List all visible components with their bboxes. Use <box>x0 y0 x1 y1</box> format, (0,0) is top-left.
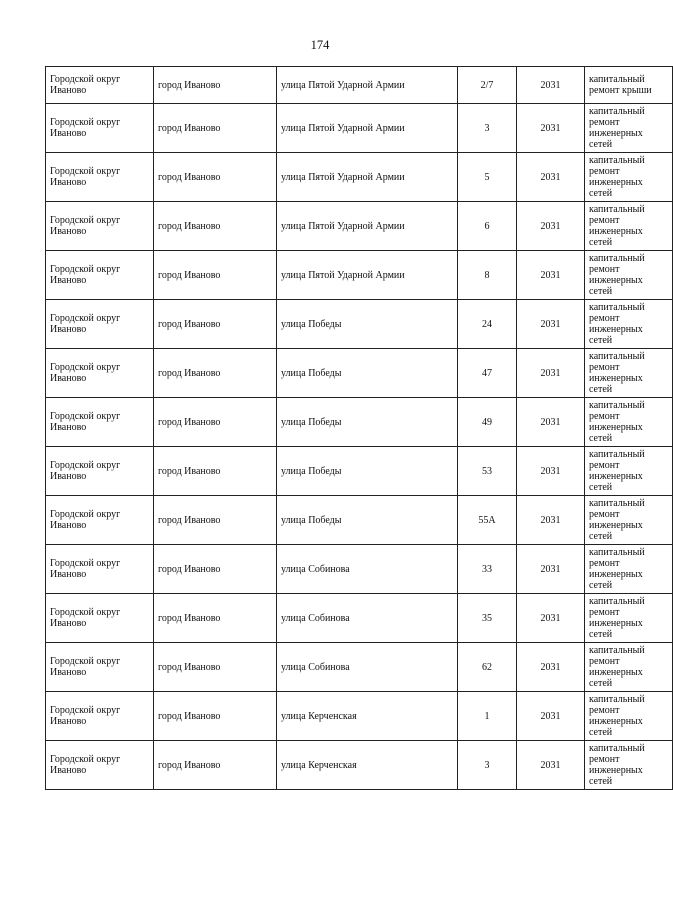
street-cell: улица Собинова <box>277 643 458 692</box>
work-type-cell: капитальный ремонт инженерных сетей <box>585 349 673 398</box>
year-cell: 2031 <box>517 594 585 643</box>
city-cell: город Иваново <box>154 741 277 790</box>
year-cell: 2031 <box>517 349 585 398</box>
street-cell: улица Победы <box>277 300 458 349</box>
table-row <box>46 643 673 692</box>
work-type-cell: капитальный ремонт инженерных сетей <box>585 300 673 349</box>
house-number-cell: 2/7 <box>458 67 517 104</box>
house-number-cell: 8 <box>458 251 517 300</box>
district-cell: Городской округ Иваново <box>46 153 154 202</box>
year-cell: 2031 <box>517 251 585 300</box>
housing-repair-table <box>45 66 673 790</box>
page-number: 174 <box>310 38 330 52</box>
work-type-cell: капитальный ремонт инженерных сетей <box>585 545 673 594</box>
street-cell: улица Керченская <box>277 692 458 741</box>
table-row <box>46 104 673 153</box>
work-type-cell: капитальный ремонт инженерных сетей <box>585 251 673 300</box>
district-cell: Городской округ Иваново <box>46 300 154 349</box>
year-cell: 2031 <box>517 202 585 251</box>
table-row <box>46 692 673 741</box>
table-row <box>46 496 673 545</box>
house-number-cell: 62 <box>458 643 517 692</box>
table-row <box>46 251 673 300</box>
street-cell: улица Победы <box>277 496 458 545</box>
district-cell: Городской округ Иваново <box>46 202 154 251</box>
district-cell: Городской округ Иваново <box>46 545 154 594</box>
street-cell: улица Собинова <box>277 545 458 594</box>
house-number-cell: 47 <box>458 349 517 398</box>
street-cell: улица Пятой Ударной Армии <box>277 251 458 300</box>
city-cell: город Иваново <box>154 447 277 496</box>
work-type-cell: капитальный ремонт инженерных сетей <box>585 741 673 790</box>
street-cell: улица Пятой Ударной Армии <box>277 153 458 202</box>
city-cell: город Иваново <box>154 104 277 153</box>
year-cell: 2031 <box>517 643 585 692</box>
table-body <box>46 67 673 790</box>
street-cell: улица Пятой Ударной Армии <box>277 202 458 251</box>
table-row <box>46 594 673 643</box>
street-cell: улица Победы <box>277 349 458 398</box>
house-number-cell: 24 <box>458 300 517 349</box>
street-cell: улица Победы <box>277 447 458 496</box>
house-number-cell: 3 <box>458 741 517 790</box>
table-row <box>46 398 673 447</box>
city-cell: город Иваново <box>154 692 277 741</box>
district-cell: Городской округ Иваново <box>46 67 154 104</box>
street-cell: улица Пятой Ударной Армии <box>277 104 458 153</box>
house-number-cell: 53 <box>458 447 517 496</box>
district-cell: Городской округ Иваново <box>46 741 154 790</box>
house-number-cell: 5 <box>458 153 517 202</box>
table-row <box>46 741 673 790</box>
work-type-cell: капитальный ремонт инженерных сетей <box>585 594 673 643</box>
district-cell: Городской округ Иваново <box>46 398 154 447</box>
city-cell: город Иваново <box>154 202 277 251</box>
house-number-cell: 33 <box>458 545 517 594</box>
work-type-cell: капитальный ремонт инженерных сетей <box>585 153 673 202</box>
work-type-cell: капитальный ремонт инженерных сетей <box>585 104 673 153</box>
work-type-cell: капитальный ремонт инженерных сетей <box>585 398 673 447</box>
work-type-cell: капитальный ремонт инженерных сетей <box>585 692 673 741</box>
table-row <box>46 349 673 398</box>
table-row <box>46 202 673 251</box>
city-cell: город Иваново <box>154 153 277 202</box>
city-cell: город Иваново <box>154 545 277 594</box>
district-cell: Городской округ Иваново <box>46 594 154 643</box>
table-row <box>46 545 673 594</box>
work-type-cell: капитальный ремонт инженерных сетей <box>585 447 673 496</box>
district-cell: Городской округ Иваново <box>46 643 154 692</box>
year-cell: 2031 <box>517 545 585 594</box>
year-cell: 2031 <box>517 104 585 153</box>
work-type-cell: капитальный ремонт инженерных сетей <box>585 643 673 692</box>
house-number-cell: 35 <box>458 594 517 643</box>
house-number-cell: 1 <box>458 692 517 741</box>
work-type-cell: капитальный ремонт инженерных сетей <box>585 202 673 251</box>
street-cell: улица Победы <box>277 398 458 447</box>
district-cell: Городской округ Иваново <box>46 692 154 741</box>
year-cell: 2031 <box>517 496 585 545</box>
street-cell: улица Пятой Ударной Армии <box>277 67 458 104</box>
city-cell: город Иваново <box>154 643 277 692</box>
year-cell: 2031 <box>517 67 585 104</box>
district-cell: Городской округ Иваново <box>46 104 154 153</box>
table-row <box>46 447 673 496</box>
city-cell: город Иваново <box>154 67 277 104</box>
year-cell: 2031 <box>517 692 585 741</box>
year-cell: 2031 <box>517 300 585 349</box>
year-cell: 2031 <box>517 741 585 790</box>
house-number-cell: 55А <box>458 496 517 545</box>
city-cell: город Иваново <box>154 496 277 545</box>
city-cell: город Иваново <box>154 398 277 447</box>
district-cell: Городской округ Иваново <box>46 496 154 545</box>
house-number-cell: 3 <box>458 104 517 153</box>
table-row <box>46 67 673 104</box>
street-cell: улица Собинова <box>277 594 458 643</box>
table-row <box>46 153 673 202</box>
year-cell: 2031 <box>517 447 585 496</box>
house-number-cell: 49 <box>458 398 517 447</box>
street-cell: улица Керченская <box>277 741 458 790</box>
district-cell: Городской округ Иваново <box>46 447 154 496</box>
district-cell: Городской округ Иваново <box>46 251 154 300</box>
city-cell: город Иваново <box>154 251 277 300</box>
district-cell: Городской округ Иваново <box>46 349 154 398</box>
work-type-cell: капитальный ремонт крыши <box>585 67 673 104</box>
house-number-cell: 6 <box>458 202 517 251</box>
city-cell: город Иваново <box>154 594 277 643</box>
year-cell: 2031 <box>517 153 585 202</box>
city-cell: город Иваново <box>154 349 277 398</box>
table-row <box>46 300 673 349</box>
work-type-cell: капитальный ремонт инженерных сетей <box>585 496 673 545</box>
city-cell: город Иваново <box>154 300 277 349</box>
year-cell: 2031 <box>517 398 585 447</box>
